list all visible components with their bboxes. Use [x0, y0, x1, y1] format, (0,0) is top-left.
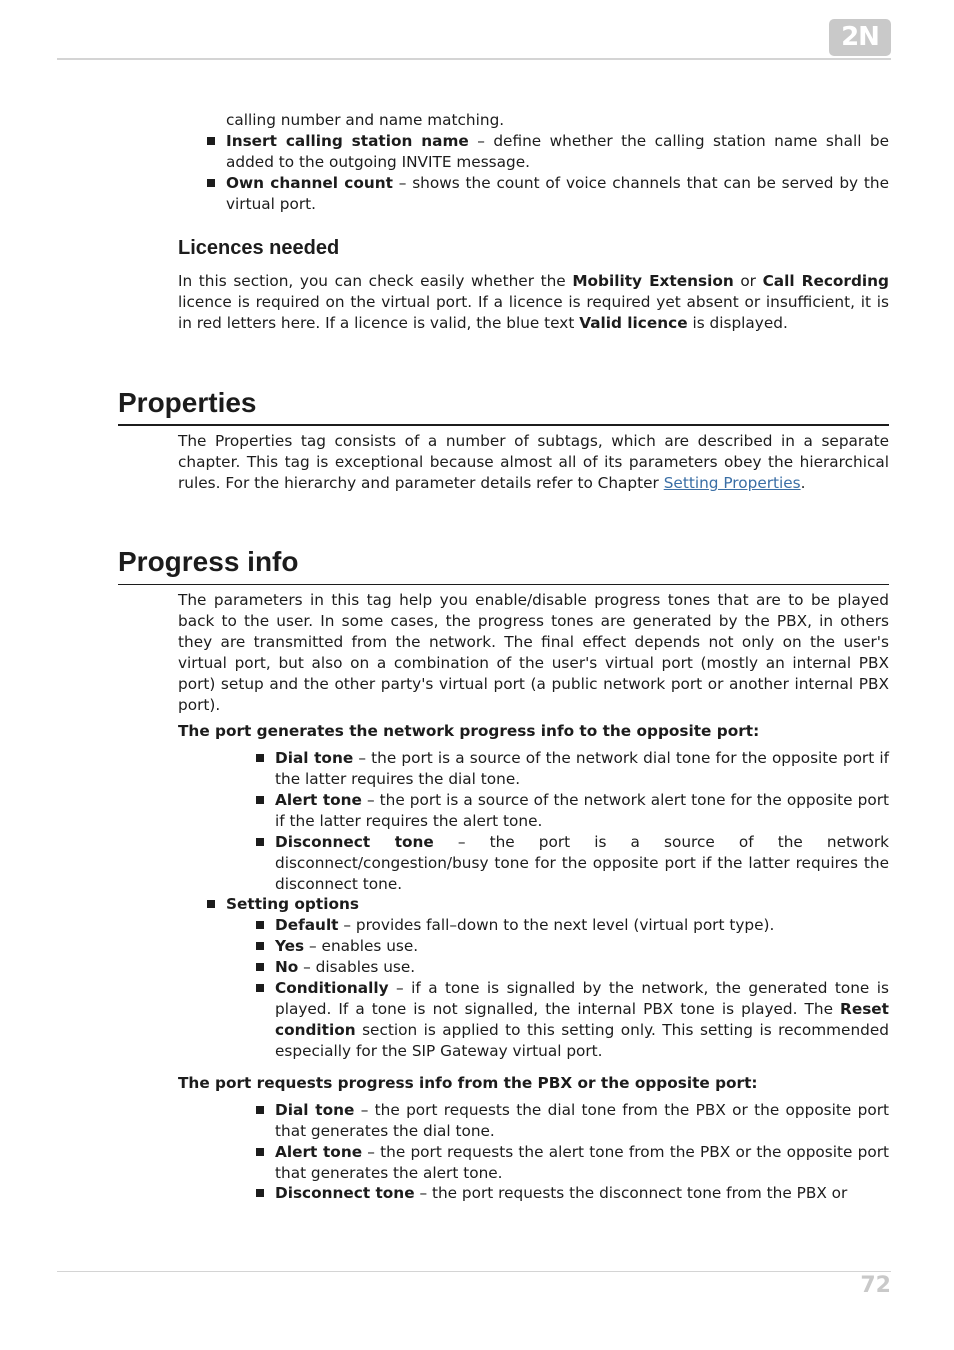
footer-rule	[57, 1271, 891, 1272]
continued-text: calling number and name matching.	[226, 111, 505, 129]
item-term: Disconnect tone	[275, 1184, 415, 1202]
text: .	[800, 474, 806, 492]
list-item	[275, 1183, 889, 1204]
progress-intro-paragraph: The parameters in this tag help you enable/disable progress tones that are to be played back to the user. In some cases, the progress tones are generated by the PBX, in others they are transmitted from the network. The final effect depends not only on the user's virtual port, but also on a combination of the user's virtual port (mostly an internal PBX port) setup and the other party's virtual port (a public network port or another internal PBX port).	[178, 591, 889, 714]
item-desc: – provides fall–down to the next level (virtual port type).	[338, 916, 775, 934]
item-desc: – shows the count of voice channels that can be served by the virtual port.	[226, 174, 890, 213]
list-item	[275, 748, 889, 790]
list-item	[226, 131, 889, 173]
subheading-requests: The port requests progress info from the PBX or the opposite port:	[178, 1074, 758, 1092]
properties-paragraph	[178, 431, 889, 494]
list-item	[275, 1142, 889, 1184]
header-rule	[57, 58, 891, 60]
setting-properties-link[interactable]: Setting Properties	[663, 474, 801, 492]
section-heading-licences: Licences needed	[178, 237, 340, 259]
list-item	[275, 957, 889, 978]
chapter-heading-properties: Properties	[118, 387, 257, 418]
heading-rule	[118, 584, 889, 585]
item-term: Disconnect tone	[275, 833, 434, 851]
list-item	[275, 936, 889, 957]
item-term: Conditionally	[275, 979, 389, 997]
list-item-setting-options	[226, 894, 889, 915]
item-desc: – define whether the calling station name shall be added to the outgoing INVITE message.	[226, 132, 890, 171]
list-item	[275, 915, 889, 936]
item-term: Alert tone	[275, 1143, 363, 1161]
item-term: Yes	[275, 937, 305, 955]
item-desc: – enables use.	[304, 937, 419, 955]
text: In this section, you can check easily whether the	[178, 272, 573, 290]
page-number: 72	[860, 1273, 891, 1298]
licences-paragraph	[178, 271, 889, 334]
subheading-generates: The port generates the network progress info to the opposite port:	[178, 722, 760, 740]
item-desc: – the port is a source of the network alert tone for the opposite port if the latter requires the alert tone.	[275, 791, 889, 830]
emphasis: Call Recording	[762, 272, 889, 290]
item-desc: – the port requests the alert tone from the PBX or the opposite port that generates the alert tone.	[275, 1143, 889, 1182]
item-desc: – disables use.	[298, 958, 416, 976]
item-desc: – if a tone is signalled by the network, the generated tone is played. If a tone is not signalled, the internal PBX tone is played. The	[275, 979, 889, 1018]
item-term: Setting options	[226, 895, 359, 913]
item-desc: – the port is a source of the network dial tone for the opposite port if the latter requires the dial tone.	[275, 749, 890, 788]
list-item	[275, 832, 889, 895]
text: licence is required on the virtual port. If a licence is required yet absent or insufficient, it is in red letters here. If a licence is valid, the blue text	[178, 293, 889, 332]
text: or	[733, 272, 763, 290]
emphasis: Reset condition	[275, 1000, 889, 1039]
list-item	[226, 173, 889, 215]
item-term: Insert calling station name	[226, 132, 469, 150]
list-item	[275, 1100, 889, 1142]
company-logo	[829, 19, 891, 56]
heading-rule	[118, 424, 889, 426]
item-desc: section is applied to this setting only. This setting is recommended especially for the SIP Gateway virtual port.	[275, 1021, 889, 1060]
emphasis: Mobility Extension	[572, 272, 734, 290]
item-term: No	[275, 958, 299, 976]
logo-text: 2N	[841, 22, 879, 52]
item-term: Default	[275, 916, 339, 934]
item-term: Dial tone	[275, 1101, 355, 1119]
item-desc: – the port requests the dial tone from the PBX or the opposite port that generates the dial tone.	[275, 1101, 889, 1140]
emphasis: Valid licence	[579, 314, 688, 332]
list-item	[275, 790, 889, 832]
item-desc: – the port requests the disconnect tone from the PBX or	[414, 1184, 848, 1202]
item-term: Alert tone	[275, 791, 362, 809]
text: The Properties tag consists of a number of subtags, which are described in a separate chapter. This tag is exceptional because almost all of its parameters obey the hierarchical rules. For the hierarchy and parameter details refer to Chapter	[178, 432, 889, 492]
item-term: Dial tone	[275, 749, 354, 767]
item-desc: – the port is a source of the network disconnect/congestion/busy tone for the opposite port if the latter requires the disconnect tone.	[275, 833, 889, 893]
list-item	[275, 978, 889, 1062]
item-term: Own channel count	[226, 174, 393, 192]
chapter-heading-progress-info: Progress info	[118, 546, 299, 577]
text: is displayed.	[687, 314, 788, 332]
